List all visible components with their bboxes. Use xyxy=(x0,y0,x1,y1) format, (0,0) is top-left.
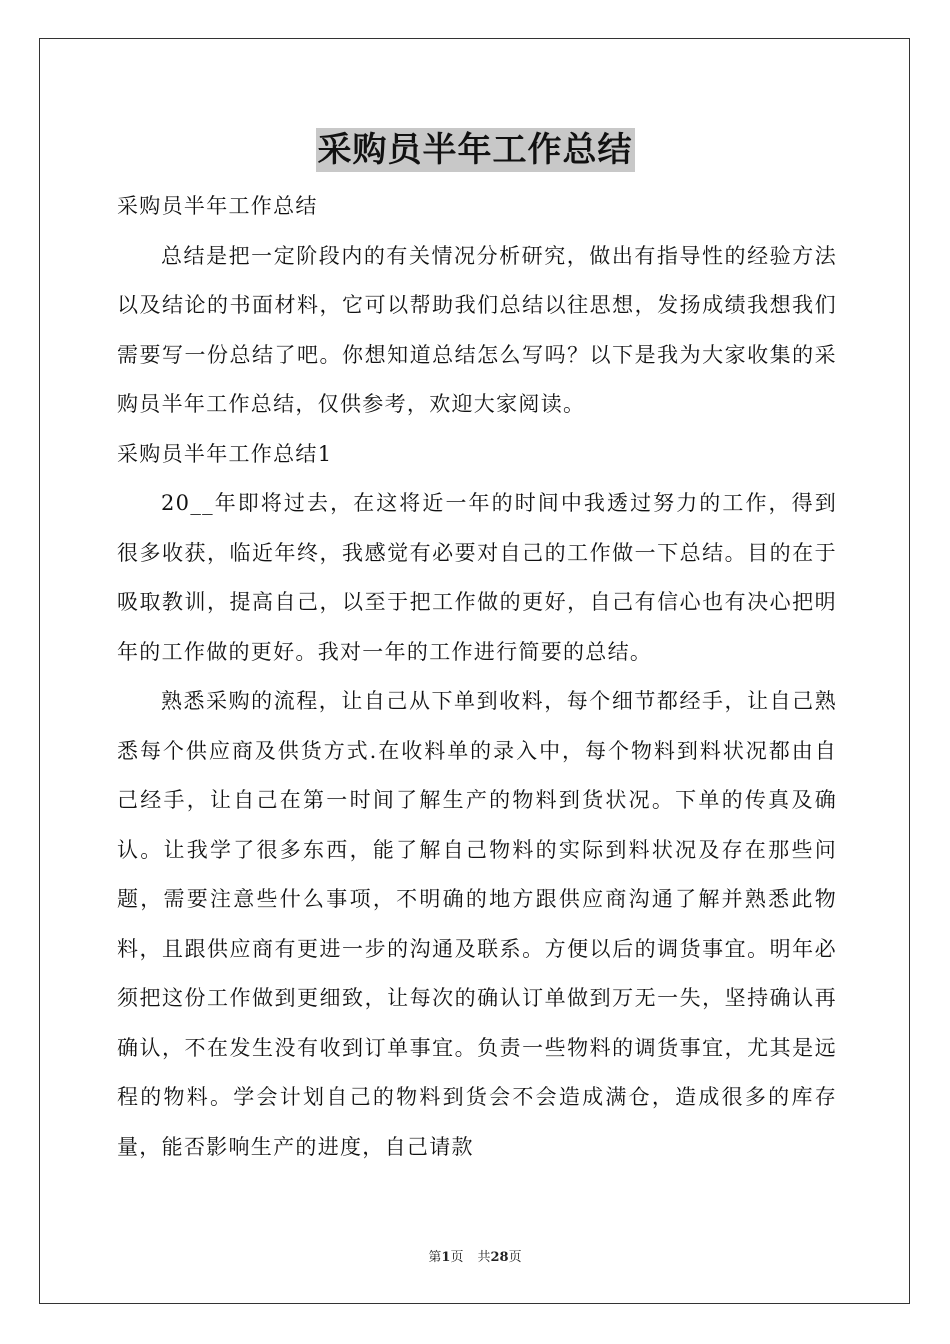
total-prefix: 共 xyxy=(477,1250,491,1265)
page-footer xyxy=(0,1246,950,1265)
page-unit: 页 xyxy=(450,1250,464,1265)
total-unit: 页 xyxy=(508,1250,522,1265)
section1-paragraph-1: 20__年即将过去，在这将近一年的时间中我透过努力的工作，得到很多收获，临近年终，我感觉有必要对自己的工作做一下总结。目的在于吸取教训，提高自己，以至于把工作做的更好，自己有信心也有决心把明年的工作做的更好。我对一年的工作进行简要的总结。 xyxy=(117,491,837,664)
title-container xyxy=(0,128,950,172)
page-prefix: 第 xyxy=(428,1250,442,1265)
page-current: 1 xyxy=(441,1250,451,1265)
page-total: 28 xyxy=(490,1250,509,1265)
document-subtitle: 采购员半年工作总结 xyxy=(117,194,318,218)
section1-paragraph-2: 熟悉采购的流程，让自己从下单到收料，每个细节都经手，让自己熟悉每个供应商及供货方式.在收料单的录入中，每个物料到料状况都由自己经手，让自己在第一时间了解生产的物料到货状况。下单的传真及确认。让我学了很多东西，能了解自己物料的实际到料状况及存在那些问题，需要注意些什么事项，不明确的地方跟供应商沟通了解并熟悉此物料，且跟供应商有更进一步的沟通及联系。方便以后的调货事宜。明年必须把这份工作做到更细致，让每次的确认订单做到万无一失，坚持确认再确认，不在发生没有收到订单事宜。负责一些物料的调货事宜，尤其是远程的物料。学会计划自己的物料到货会不会造成满仓，造成很多的库存量，能否影响生产的进度，自己请款 xyxy=(117,689,837,1159)
intro-paragraph: 总结是把一定阶段内的有关情况分析研究，做出有指导性的经验方法以及结论的书面材料，它可以帮助我们总结以往思想，发扬成绩我想我们需要写一份总结了吧。你想知道总结怎么写吗？以下是我为大家收集的采购员半年工作总结，仅供参考，欢迎大家阅读。 xyxy=(117,243,837,416)
document-body xyxy=(117,182,837,1172)
section-heading-1: 采购员半年工作总结1 xyxy=(117,441,333,466)
document-title: 采购员半年工作总结 xyxy=(317,130,633,170)
